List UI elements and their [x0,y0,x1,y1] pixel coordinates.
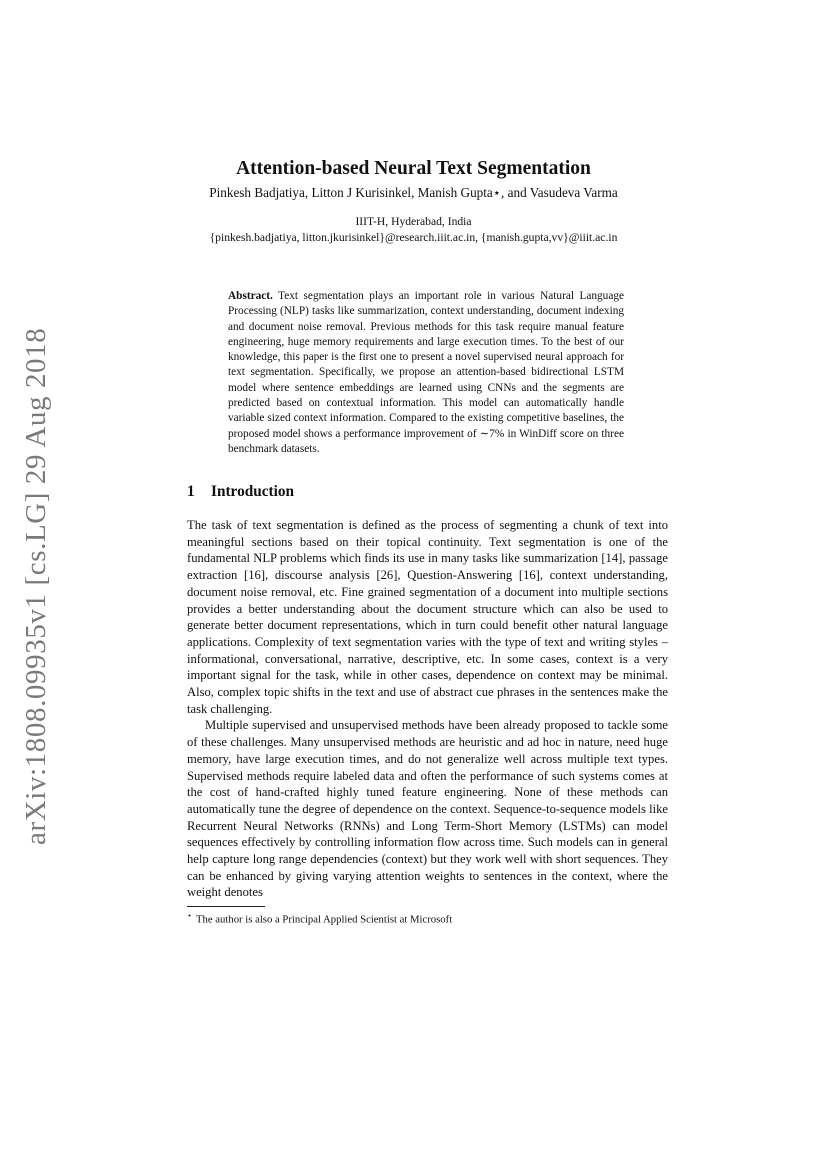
arxiv-identifier-stamp: arXiv:1808.09935v1 [cs.LG] 29 Aug 2018 [20,327,52,845]
body-paragraph: The task of text segmentation is defined as the process of segmenting a chunk of text into meaningful sections based on their topical continuity. Text segmentation is one of the fundamental NLP problems which finds its use in many tasks like summarization [14], passage extraction [16], discourse analysis [26], Question-Answering [16], context understanding, document noise removal, etc. Fine grained segmentation of a document into multiple sections provides a better understanding about the document structure which can also be used to generate better document representations, which in turn could benefit other natural language applications. Complexity of text segmentation varies with the type of text and writing styles – informational, conversational, narrative, descriptive, etc. In some cases, context is a very important signal for the task, while in other cases, dependence on context may be minimal. Also, complex topic shifts in the text and use of abstract cue phrases in the sentences make the task challenging. [187,518,668,716]
author-emails: {pinkesh.badjatiya, litton.jkurisinkel}@research.iiit.ac.in, {manish.gupta,vv}@iiit.ac.in [209,231,618,244]
author-affiliation: IIIT-H, Hyderabad, India [355,215,472,228]
author-list: Pinkesh Badjatiya, Litton J Kurisinkel, Manish Gupta⋆, and Vasudeva Varma [209,185,618,200]
footnote [187,911,452,926]
section-heading [187,483,294,501]
abstract-label: Abstract. [228,290,273,302]
footnote-divider [187,906,265,907]
section-number: 1 [187,483,195,500]
body-paragraph: Multiple supervised and unsupervised methods have been already proposed to tackle some of these challenges. Many unsupervised methods are heuristic and ad hoc in nature, need huge memory, have large execution times, and do not generalize well across multiple text types. Supervised methods require labeled data and often the performance of such systems comes at the cost of hand-crafted highly tuned feature engineering. None of these methods can automatically tune the degree of dependence on the context. Sequence-to-sequence models like Recurrent Neural Networks (RNNs) and Long Term-Short Memory (LSTMs) can model sequences effectively by controlling information flow across time. Such models can in general help capture long range dependencies (context) but they work well with short sequences. They can be enhanced by giving varying attention weights to sentences in the context, where the weight denotes [187,718,668,900]
section-title: Introduction [211,483,295,500]
abstract-block [228,289,624,457]
footnote-marker: ⋆ [187,911,193,920]
abstract-text: Text segmentation plays an important role in various Natural Language Processing (NLP) tasks like summarization, context understanding, document indexing and document noise removal. Previous methods for this task require manual feature engineering, huge memory requirements and large execution times. To the best of our knowledge, this paper is the first one to present a novel supervised neural approach for text segmentation. Specifically, we propose an attention-based bidirectional LSTM model where sentence embeddings are learned using CNNs and the segments are predicted based on contextual information. This model can automatically handle variable sized context information. Compared to the existing competitive baselines, the proposed model shows a performance improvement of ∼7% in WinDiff score on three benchmark datasets. [228,290,624,455]
paper-title: Attention-based Neural Text Segmentation [236,158,591,179]
section-body [187,517,668,901]
footnote-text: The author is also a Principal Applied Scientist at Microsoft [196,913,453,926]
